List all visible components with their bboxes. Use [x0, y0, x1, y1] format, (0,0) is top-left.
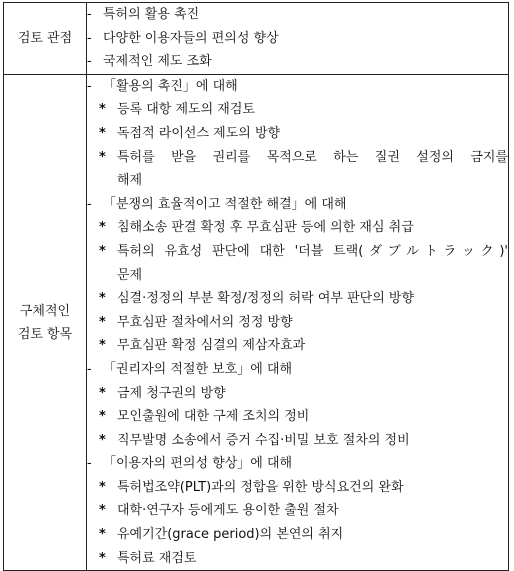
list-item: [87, 547, 508, 571]
dash-bullet: -: [87, 30, 92, 46]
list-item: [87, 405, 508, 429]
list-item: [87, 240, 508, 264]
list-item: [87, 287, 508, 311]
list-item: [87, 382, 508, 406]
line-text: 「활용의 촉진」에 대해: [103, 78, 238, 94]
line-text: 「이용자의 편의성 향상」에 대해: [103, 456, 293, 472]
list-item: [87, 429, 508, 453]
list-heading: [87, 27, 508, 51]
line-text: 특허를 받을 권리를 목적으로 하는 질권 설정의 금지를: [117, 149, 508, 165]
asterisk-bullet: *: [99, 291, 106, 307]
dash-bullet: -: [87, 54, 92, 70]
dash-bullet: -: [87, 7, 92, 22]
line-text: 금제 청구권의 방향: [117, 385, 226, 401]
list-item: [87, 499, 508, 523]
list-heading: [87, 75, 508, 99]
list-item: [87, 334, 508, 358]
asterisk-bullet: *: [99, 338, 106, 354]
list-item: [87, 523, 508, 547]
list-heading: [87, 3, 508, 27]
row-label-line: 검토 항목: [17, 326, 73, 342]
dash-bullet: -: [87, 196, 92, 212]
table-row: [4, 3, 509, 75]
line-text: 모인출원에 대한 구제 조치의 정비: [117, 409, 310, 425]
line-text: 등록 대항 제도의 재검토: [117, 102, 255, 118]
line-text: 유예기간(grace period)의 본연의 취지: [117, 527, 344, 543]
asterisk-bullet: *: [99, 479, 106, 495]
line-text: 다양한 이용자들의 편의성 향상: [103, 30, 279, 46]
line-text: 특허의 유효성 판단에 대한 '더블 트랙(ダブルトラック)': [117, 243, 508, 259]
row-label: [4, 74, 87, 570]
list-heading: [87, 358, 508, 382]
row-label-line: 검토 관점: [17, 30, 73, 46]
asterisk-bullet: *: [99, 409, 106, 425]
line-text: 침해소송 판결 확정 후 무효심판 등에 의한 재심 취급: [117, 220, 414, 236]
list-item-continuation: [87, 264, 508, 288]
list-heading: [87, 452, 508, 476]
line-text: 「권리자의 적절한 보호」에 대해: [103, 361, 293, 377]
review-table: [3, 2, 509, 571]
line-text: 대학·연구자 등에게도 용이한 출원 절차: [117, 503, 339, 519]
line-text: 해제: [117, 173, 143, 189]
asterisk-bullet: *: [99, 243, 106, 259]
list-item-continuation: [87, 169, 508, 193]
line-text: 직무발명 소송에서 증거 수집·비밀 보호 절차의 정비: [117, 432, 410, 448]
list-item: [87, 98, 508, 122]
dash-bullet: -: [87, 361, 92, 377]
row-content: [87, 3, 509, 75]
asterisk-bullet: *: [99, 432, 106, 448]
asterisk-bullet: *: [99, 220, 106, 236]
line-text: 무효심판 절차에서의 정정 방향: [117, 314, 293, 330]
line-text: 국제적인 제도 조화: [103, 54, 212, 70]
asterisk-bullet: *: [99, 385, 106, 401]
line-text: 심결·정정의 부분 확정/정정의 허락 여부 판단의 방향: [117, 291, 415, 307]
list-heading: [87, 193, 508, 217]
line-text: 독점적 라이선스 제도의 방향: [117, 125, 281, 141]
dash-bullet: -: [87, 456, 92, 472]
list-item: [87, 311, 508, 335]
asterisk-bullet: *: [99, 550, 106, 566]
row-label-line: 구체적인: [19, 303, 71, 319]
line-text: 특허료 재검토: [117, 550, 197, 566]
line-text: 특허의 활용 촉진: [103, 7, 200, 22]
asterisk-bullet: *: [99, 102, 106, 118]
asterisk-bullet: *: [99, 314, 106, 330]
asterisk-bullet: *: [99, 503, 106, 519]
list-item: [87, 146, 508, 170]
asterisk-bullet: *: [99, 527, 106, 543]
row-content: [87, 74, 509, 570]
list-item: [87, 476, 508, 500]
table-row: [4, 74, 509, 570]
list-heading: [87, 50, 508, 74]
asterisk-bullet: *: [99, 125, 106, 141]
list-item: [87, 216, 508, 240]
row-label: [4, 3, 87, 75]
line-text: 「분쟁의 효율적이고 적절한 해결」에 대해: [103, 196, 347, 212]
list-item: [87, 122, 508, 146]
line-text: 무효심판 확정 심결의 제삼자효과: [117, 338, 306, 354]
line-text: 특허법조약(PLT)과의 정합을 위한 방식요건의 완화: [117, 479, 404, 495]
dash-bullet: -: [87, 78, 92, 94]
line-text: 문제: [117, 267, 143, 283]
asterisk-bullet: *: [99, 149, 106, 165]
